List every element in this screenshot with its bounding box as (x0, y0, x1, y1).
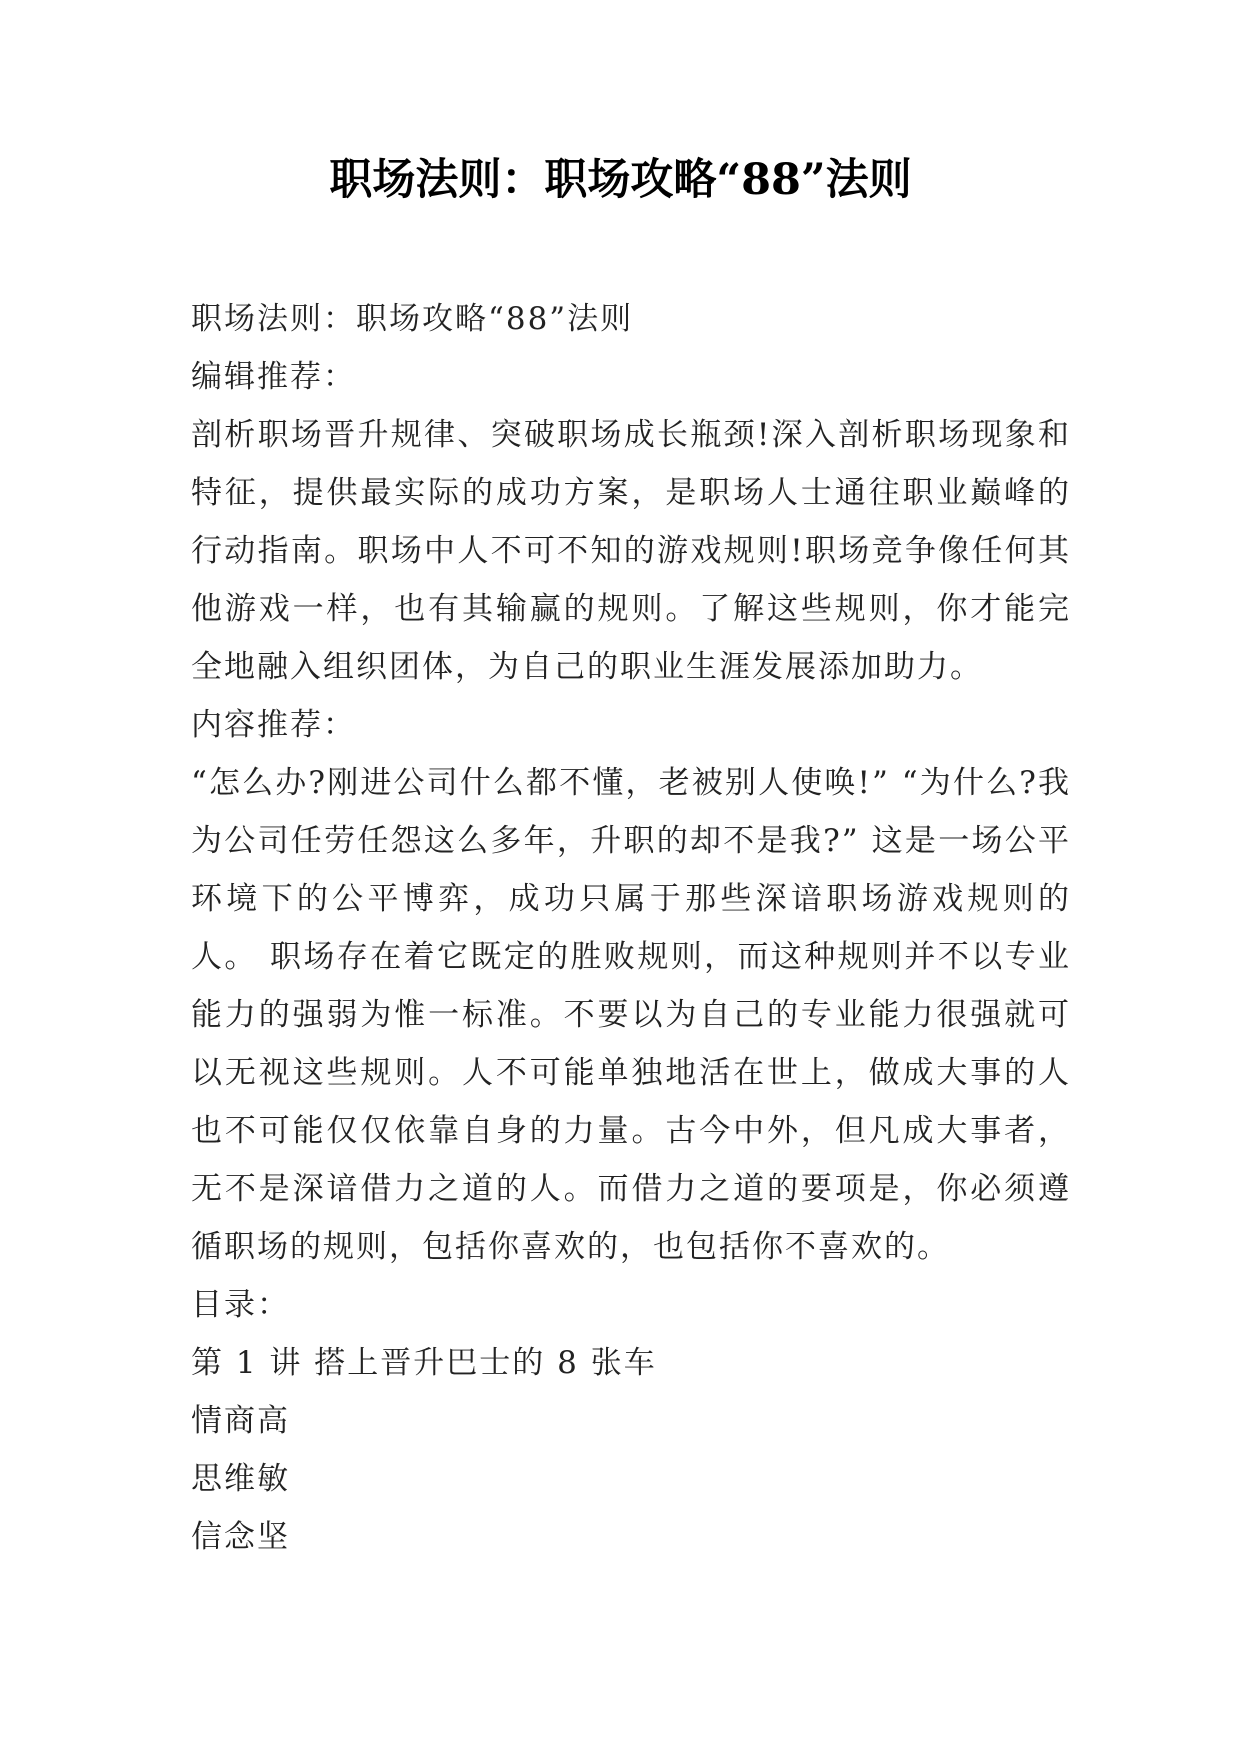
document-body (191, 290, 1071, 1566)
subtitle-line: 职场法则：职场攻略“88”法则 (191, 301, 634, 337)
editor-recommendation-heading: 编辑推荐： (191, 359, 356, 395)
toc-item: 思维敏 (191, 1461, 290, 1497)
toc-item: 信念坚 (191, 1519, 290, 1555)
editor-recommendation-text: 剖析职场晋升规律、突破职场成长瓶颈!深入剖析职场现象和特征，提供最实际的成功方案，是职场人士通往职业巅峰的行动指南。职场中人不可不知的游戏规则!职场竞争像任何其他游戏一样，也有其输赢的规则。了解这些规则，你才能完全地融入组织团体，为自己的职业生涯发展添加助力。 (191, 417, 1071, 685)
toc-item: 情商高 (191, 1403, 290, 1439)
document-title: 职场法则：职场攻略“88”法则 (329, 155, 912, 205)
content-recommendation-text: “怎么办?刚进公司什么都不懂，老被别人使唤!” “为什么?我为公司任劳任怨这么多年，升职的却不是我?” 这是一场公平环境下的公平博弈，成功只属于那些深谙职场游戏规则的人。 职场存在着它既定的胜败规则，而这种规则并不以专业能力的强弱为惟一标准。不要以为自己的专业能力很强就可以无视这些规则。人不可能单独地活在世上，做成大事的人也不可能仅仅依靠自身的力量。古今中外，但凡成大事者，无不是深谙借力之道的人。而借力之道的要项是，你必须遵循职场的规则，包括你喜欢的，也包括你不喜欢的。 (191, 765, 1071, 1265)
content-recommendation-heading: 内容推荐： (191, 707, 356, 743)
toc-item: 第 1 讲 搭上晋升巴士的 8 张车 (191, 1345, 657, 1381)
table-of-contents-heading: 目录： (191, 1287, 290, 1323)
